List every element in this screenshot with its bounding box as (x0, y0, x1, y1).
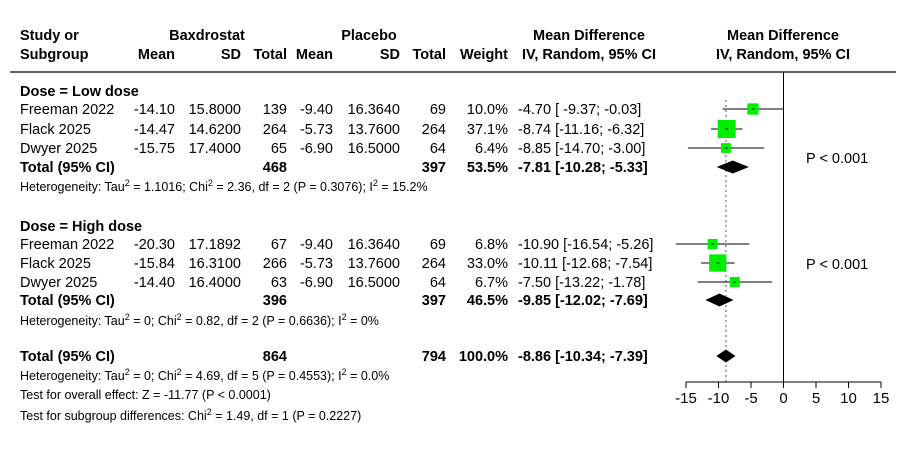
study-c-sd: 13.7600 (347, 256, 400, 272)
subgroup-title-low: Dose = Low dose (20, 84, 139, 100)
overall-heterogeneity: Heterogeneity: Tau$^2$ = 0; Chi$^2$ = 4.69, df = 5 (P = 0.4553); $I^2 = 0.0\%$ (20, 367, 390, 383)
low-dose-diamond (717, 161, 749, 174)
high-dose-total-ci: -9.85 [-12.02; -7.69] (518, 293, 648, 309)
study-t-total: 65 (270, 141, 287, 157)
study-ci: -4.70 [ -9.37; -0.03] (518, 102, 642, 118)
study-c-mean: -5.73 (299, 122, 333, 138)
overall-total-weight: 100.0% (458, 349, 508, 365)
study-t-mean: -14.40 (133, 275, 175, 291)
high-dose-heterogeneity: Heterogeneity: Tau$^2$ = 0; Chi$^2$ = 0.82, df = 2 (P = 0.6636); $I^2 = 0\%$ (20, 312, 379, 328)
header-treatment: Baxdrostat (169, 28, 245, 44)
study-t-sd: 17.1892 (188, 237, 241, 253)
header-t-total: Total (253, 47, 287, 63)
study-c-total: 64 (429, 141, 446, 157)
study-t-mean: -20.30 (133, 237, 175, 253)
study-c-mean: -5.73 (299, 256, 333, 272)
low-dose-total-ci: -7.81 [-10.28; -5.33] (518, 160, 648, 176)
study-name: Flack 2025 (20, 122, 91, 138)
overall-total-t-n: 864 (262, 349, 287, 365)
study-t-mean: -15.84 (133, 256, 175, 272)
header-subgroup: Subgroup (20, 47, 89, 63)
study-c-mean: -9.40 (299, 102, 333, 118)
study-ci: -7.50 [-13.22; -1.78] (518, 275, 646, 291)
study-name: Freeman 2022 (20, 237, 115, 253)
header-c-mean: Mean (295, 47, 333, 63)
high-dose-total-label: Total (95% CI) (20, 293, 115, 309)
study-c-total: 69 (429, 237, 446, 253)
overall-effect-test: Test for overall effect: Z = -11.77 (P < 0.0001) (20, 388, 271, 402)
study-t-total: 63 (270, 275, 287, 291)
header-c-sd: SD (379, 47, 400, 63)
header-study: Study or (20, 28, 79, 44)
high-dose-diamond (705, 294, 733, 307)
study-t-total: 67 (270, 237, 287, 253)
study-ci: -8.85 [-14.70; -3.00] (518, 141, 646, 157)
low-dose-total-t-n: 468 (262, 160, 287, 176)
x-axis-tick-label: 10 (840, 390, 857, 407)
study-t-sd: 15.8000 (188, 102, 241, 118)
x-axis-tick-label: -10 (707, 390, 730, 407)
low-dose-heterogeneity: Heterogeneity: Tau$^2$ = 1.1016; Chi$^2$ = 2.36, df = 2 (P = 0.3076); $I^2 = 15.2\%$ (20, 178, 428, 194)
study-t-sd: 16.4000 (188, 275, 241, 291)
overall-total-ci: -8.86 [-10.34; -7.39] (518, 349, 648, 365)
x-axis-tick-label: -5 (744, 390, 758, 407)
low-dose-total-weight: 53.5% (466, 160, 508, 176)
study-weight: 6.7% (474, 275, 508, 291)
study-c-sd: 16.3640 (347, 102, 400, 118)
subgroup-title-high: Dose = High dose (20, 219, 143, 235)
study-t-sd: 17.4000 (188, 141, 241, 157)
study-name: Flack 2025 (20, 256, 91, 272)
study-c-total: 264 (421, 122, 446, 138)
x-axis-tick-label: 5 (811, 390, 821, 407)
study-weight: 10.0% (466, 102, 508, 118)
header-md-title: Mean Difference (532, 28, 646, 44)
study-t-mean: -14.47 (133, 122, 175, 138)
study-c-sd: 13.7600 (347, 122, 400, 138)
header-t-sd: SD (220, 47, 241, 63)
study-weight: 33.0% (466, 256, 508, 272)
study-weight: 6.8% (474, 237, 508, 253)
study-weight: 6.4% (474, 141, 508, 157)
study-c-total: 69 (429, 102, 446, 118)
subgroup-differences-test: Test for subgroup differences: Chi$^2$ = 1.49, df = 1 (P = 0.2227) (20, 407, 362, 423)
study-t-mean: -14.10 (133, 102, 175, 118)
header-c-total: Total (412, 47, 446, 63)
high-dose-p-value: P < 0.001 (806, 257, 869, 273)
header-t-mean: Mean (137, 47, 175, 63)
x-axis-tick-label: 15 (872, 390, 890, 407)
study-name: Dwyer 2025 (20, 141, 98, 157)
study-t-total: 139 (262, 102, 287, 118)
study-t-total: 266 (262, 256, 287, 272)
study-name: Freeman 2022 (20, 102, 115, 118)
study-c-sd: 16.5000 (347, 275, 400, 291)
study-name: Dwyer 2025 (20, 275, 98, 291)
study-t-sd: 14.6200 (188, 122, 241, 138)
study-t-sd: 16.3100 (188, 256, 241, 272)
high-dose-total-c-n: 397 (421, 293, 446, 309)
low-dose-total-c-n: 397 (421, 160, 446, 176)
header-plot-method: IV, Random, 95% CI (715, 47, 851, 63)
study-c-sd: 16.5000 (347, 141, 400, 157)
low-dose-p-value: P < 0.001 (806, 151, 869, 167)
high-dose-total-t-n: 396 (262, 293, 287, 309)
study-c-mean: -6.90 (299, 275, 333, 291)
overall-total-label: Total (95% CI) (20, 349, 115, 365)
high-dose-total-weight: 46.5% (466, 293, 508, 309)
study-c-total: 264 (421, 256, 446, 272)
low-dose-total-label: Total (95% CI) (20, 160, 115, 176)
study-t-mean: -15.75 (133, 141, 175, 157)
x-axis-tick-label: 0 (779, 390, 788, 407)
overall-diamond (716, 350, 735, 363)
overall-total-c-n: 794 (421, 349, 446, 365)
study-ci: -8.74 [-11.16; -6.32] (518, 122, 645, 138)
header-control: Placebo (341, 28, 397, 44)
study-c-mean: -6.90 (299, 141, 333, 157)
x-axis-tick-label: -15 (675, 390, 697, 407)
study-ci: -10.11 [-12.68; -7.54] (518, 256, 653, 272)
header-plot-title: Mean Difference (726, 28, 840, 44)
study-weight: 37.1% (466, 122, 508, 138)
study-c-total: 64 (429, 275, 446, 291)
study-ci: -10.90 [-16.54; -5.26] (518, 237, 654, 253)
study-t-total: 264 (262, 122, 287, 138)
header-weight: Weight (459, 47, 508, 63)
study-c-sd: 16.3640 (347, 237, 400, 253)
study-c-mean: -9.40 (299, 237, 333, 253)
header-md-method: IV, Random, 95% CI (521, 47, 657, 63)
